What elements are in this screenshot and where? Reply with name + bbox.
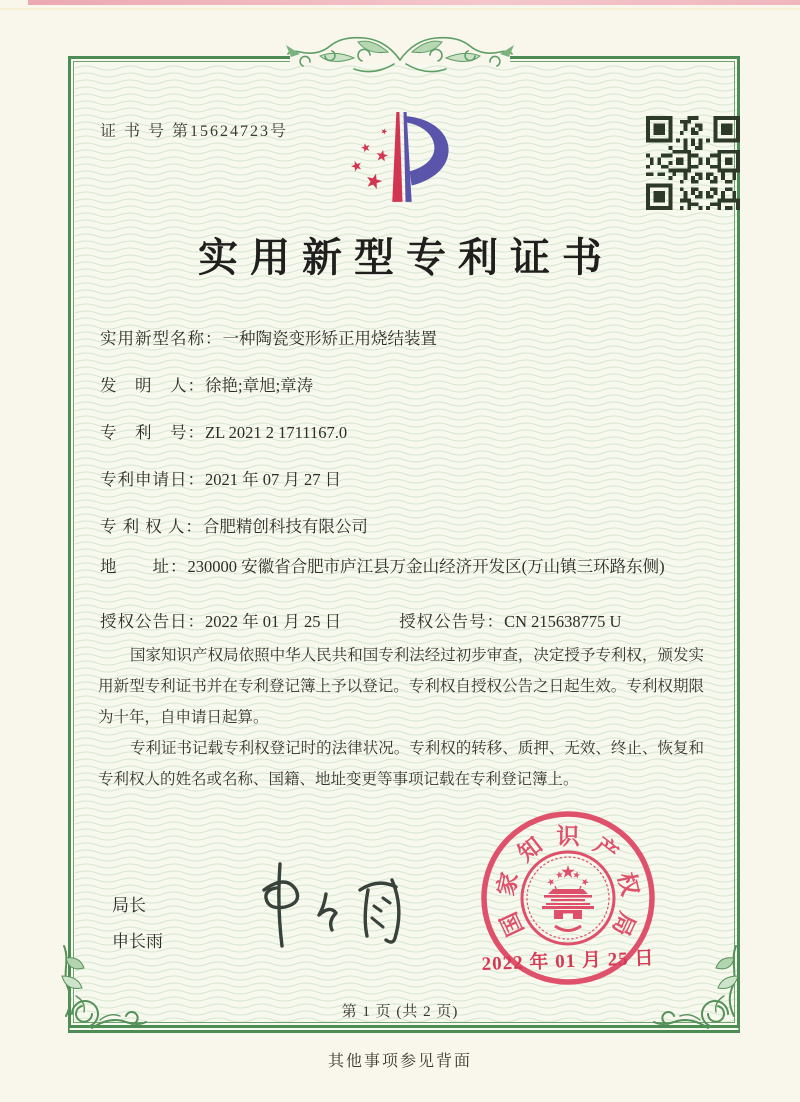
svg-text:知: 知 [513,832,547,867]
legal-text-block [98,640,704,795]
page-number: 第 1 页 (共 2 页) [341,1004,459,1020]
svg-text:产: 产 [589,832,623,867]
field-label: 专 利 权 人： [100,517,203,536]
field-value: 230000 安徽省合肥市庐江县万金山经济开发区(万山镇三环路东侧) [187,557,665,576]
director-name: 申长雨 [112,932,163,951]
field-row-inventors [100,372,714,399]
svg-text:局: 局 [607,908,640,940]
field-label: 授权公告号： [399,612,505,631]
grant-date-value: 2022 年 01 月 25 日 [205,612,342,631]
field-row-address [100,553,714,580]
cnipa-logo-icon [346,110,461,207]
svg-text:识: 识 [556,824,580,849]
field-value: ZL 2021 2 1711167.0 [205,423,348,442]
field-row-patent-name [100,325,714,352]
svg-text:权: 权 [613,870,643,899]
top-border-ornament [278,28,522,84]
field-label: 专 利 号： [100,423,205,442]
logo-stars [351,128,388,189]
field-value: 合肥精创科技有限公司 [202,517,368,536]
field-label: 专利申请日： [100,470,205,489]
field-row-filing-date [100,466,714,493]
seal-emblem-stars [547,865,589,886]
director-title: 局长 [112,896,146,915]
seal-text [492,824,644,940]
field-row-patentee [100,513,714,540]
field-label: 地 址： [100,557,188,576]
field-row-patent-number [100,419,714,446]
field-label: 发 明 人： [100,376,205,395]
director-signature [222,850,432,960]
field-value: 2021 年 07 月 27 日 [205,470,342,489]
field-row-grant [100,608,714,635]
director-block [112,888,163,960]
qr-code [646,116,740,210]
grant-number-value: CN 215638775 U [504,612,622,631]
field-value: 一种陶瓷变形矫正用烧结装置 [222,329,437,348]
field-value: 徐艳;章旭;章涛 [205,376,314,395]
back-side-note: 其他事项参见背面 [327,1053,472,1070]
field-label: 授权公告日： [100,612,205,631]
scan-edge-artifact-2 [0,8,800,10]
scan-edge-artifact [28,0,800,5]
seal-date: 2022 年 01 月 25 日 [481,947,655,976]
certificate-title: 实用新型专利证书 [198,235,614,280]
svg-text:家: 家 [493,870,523,899]
legal-paragraph-2: 专利证书记载专利权登记时的法律状况。专利权的转移、质押、无效、终止、恢复和专利权人的姓名或名称、国籍、地址变更等事项记载在专利登记簿上。 [98,740,704,788]
certificate-number: 证 书 号 第15624723号 [100,123,289,140]
legal-paragraph-1: 国家知识产权局依照中华人民共和国专利法经过初步审查，决定授予专利权，颁发实用新型专利证书并在专利登记簿上予以登记。专利权自授权公告之日起生效。专利权期限为十年，自申请日起算。 [98,647,704,726]
svg-text:国: 国 [496,908,529,940]
field-label: 实用新型名称： [100,329,223,348]
